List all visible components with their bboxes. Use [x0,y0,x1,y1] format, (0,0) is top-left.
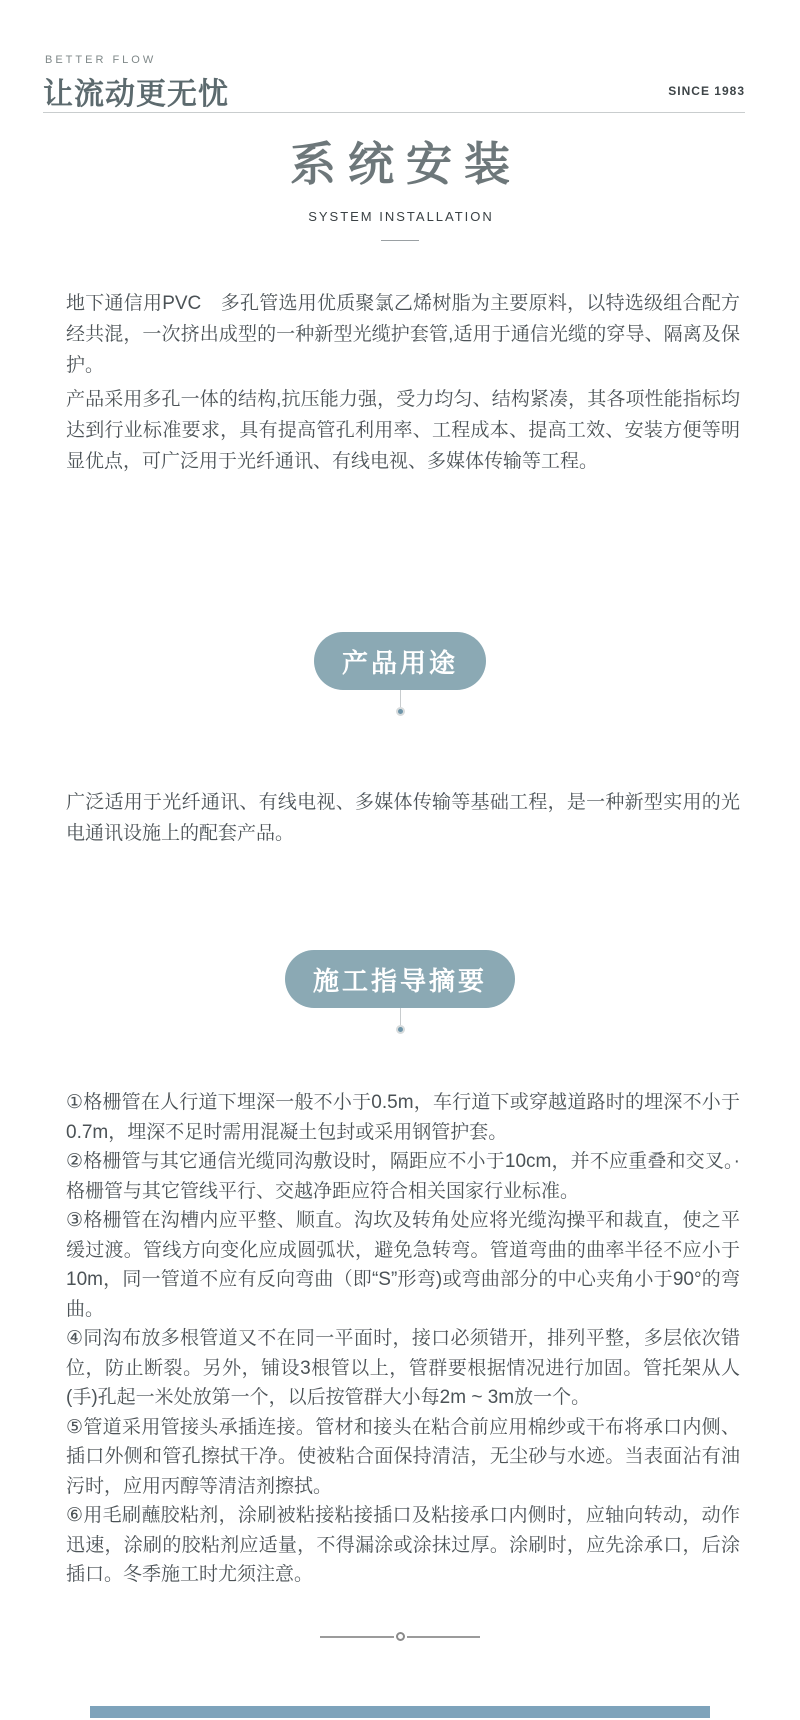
header-divider [43,112,745,113]
page-title: 系统安装 [290,138,522,190]
footer-circle-icon [396,1632,405,1641]
guide-badge: 施工指导摘要 [285,950,515,1008]
footer-divider [320,1632,480,1641]
guide-list [66,1088,740,1590]
guide-item: ②格栅管与其它通信光缆同沟敷设时，隔距应不小于10cm，并不应重叠和交叉。·格栅管与其它管线平行、交越净距应符合相关国家行业标准。 [66,1151,740,1202]
connector-dot-icon [396,1025,405,1034]
section-product-use [0,632,800,716]
connector-line [400,1008,401,1025]
guide-item: ⑥用毛刷蘸胶粘剂，涂刷被粘接粘接插口及粘接承口内侧时，应轴向转动，动作迅速，涂刷的胶粘剂应适量，不得漏涂或涂抹过厚。涂刷时，应先涂承口，后涂插口。冬季施工时尤须注意。 [66,1505,740,1585]
connector-line [400,690,401,707]
footer-divider-line [320,1636,394,1638]
footer-divider-line [407,1636,481,1638]
guide-item: ⑤管道采用管接头承插连接。管材和接头在粘合前应用棉纱或干布将承口内侧、插口外侧和管孔擦拭干净。使被粘合面保持清洁，无尘砂与水迹。当表面沾有油污时，应用丙醇等清洁剂擦拭。 [66,1416,740,1497]
bottom-accent-bar [90,1706,710,1718]
product-use-paragraph: 广泛适用于光纤通讯、有线电视、多媒体传输等基础工程，是一种新型实用的光电通讯设施上的配套产品。 [66,792,740,844]
intro-paragraph-1: 地下通信用PVC 多孔管选用优质聚氯乙烯树脂为主要原料，以特选级组合配方经共混，一次挤出成型的一种新型光缆护套管,适用于通信光缆的穿导、隔离及保护。 [66,293,740,376]
product-use-badge: 产品用途 [314,632,486,690]
title-divider [381,240,419,241]
page-subtitle: SYSTEM INSTALLATION [308,209,494,224]
connector-dot-icon [396,707,405,716]
brand-tagline: BETTER FLOW [45,54,157,66]
brand-logo: 让流动更无忧 [43,78,229,111]
section-guide [0,950,800,1034]
intro-paragraph-2: 产品采用多孔一体的结构,抗压能力强，受力均匀、结构紧凑，其各项性能指标均达到行业标准要求，具有提高管孔利用率、工程成本、提高工效、安装方便等明显优点，可广泛用于光纤通讯、有线电视、多媒体传输等工程。 [66,389,740,472]
since-label: SINCE 1983 [668,84,745,98]
guide-item: ①格栅管在人行道下埋深一般不小于0.5m，车行道下或穿越道路时的埋深不小于0.7m，埋深不足时需用混凝土包封或采用钢管护套。 [66,1092,740,1143]
guide-item: ④同沟布放多根管道又不在同一平面时，接口必须错开，排列平整，多层依次错位，防止断裂。另外，铺设3根管以上，管群要根据情况进行加固。管托架从人(手)孔起一米处放第一个，以后按管群大小每2m ~ 3m放一个。 [66,1328,740,1408]
guide-item: ③格栅管在沟槽内应平整、顺直。沟坎及转角处应将光缆沟操平和裁直，使之平缓过渡。管线方向变化应成圆弧状，避免急转弯。管道弯曲的曲率半径不应小于10m，同一管道不应有反向弯曲（即“S”形弯)或弯曲部分的中心夹角小于90°的弯曲。 [66,1210,740,1320]
